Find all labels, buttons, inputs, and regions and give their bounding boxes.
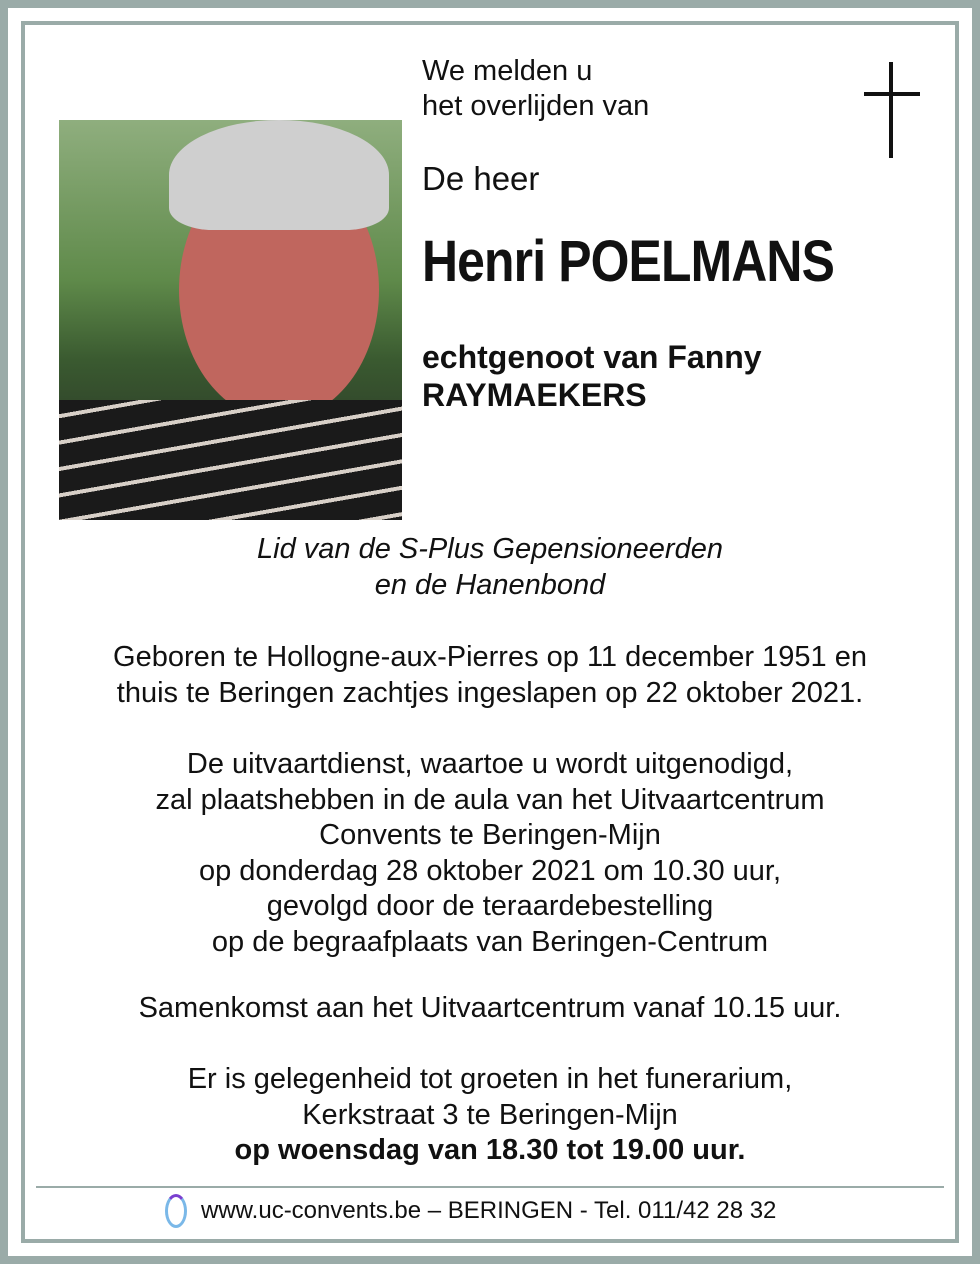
birth-death-line: thuis te Beringen zachtjes ingeslapen op 22 oktober 2021. bbox=[116, 676, 864, 709]
spouse-line: RAYMAEKERS bbox=[422, 377, 647, 413]
portrait-photo bbox=[59, 120, 402, 520]
birth-death bbox=[40, 640, 940, 711]
cross-icon bbox=[864, 62, 920, 158]
title: De heer bbox=[422, 160, 540, 197]
membership-line: en de Hanenbond bbox=[374, 568, 606, 601]
service-line: zal plaatshebben in de aula van het Uitvaartcentrum bbox=[155, 783, 825, 816]
spouse-text bbox=[422, 338, 762, 414]
intro-text bbox=[422, 54, 649, 124]
visitation-line: Kerkstraat 3 te Beringen-Mijn bbox=[302, 1098, 678, 1131]
visitation-time: op woensdag van 18.30 tot 19.00 uur. bbox=[234, 1134, 746, 1166]
service-line: De uitvaartdienst, waartoe u wordt uitgenodigd, bbox=[186, 748, 794, 780]
service-line: op de begraafplaats van Beringen-Centrum bbox=[211, 925, 769, 958]
visitation-line: Er is gelegenheid tot groeten in het funerarium, bbox=[187, 1063, 793, 1095]
footer bbox=[165, 1194, 776, 1228]
footer-divider bbox=[36, 1186, 944, 1188]
intro-line: het overlijden van bbox=[422, 90, 650, 122]
membership-line: Lid van de S-Plus Gepensioneerden bbox=[257, 533, 723, 565]
service-line: gevolgd door de teraardebestelling bbox=[266, 890, 714, 922]
funeral-home-logo-icon bbox=[165, 1194, 187, 1228]
membership bbox=[40, 532, 940, 603]
meeting-info: Samenkomst aan het Uitvaartcentrum vanaf 10.15 uur. bbox=[138, 992, 842, 1024]
service-line: op donderdag 28 oktober 2021 om 10.30 uur, bbox=[198, 854, 782, 887]
footer-contact: www.uc-convents.be – BERINGEN - Tel. 011/42 28 32 bbox=[201, 1197, 777, 1224]
service-info bbox=[40, 747, 940, 960]
service-line: Convents te Beringen-Mijn bbox=[319, 819, 661, 851]
intro-line: We melden u bbox=[422, 55, 593, 87]
birth-death-line: Geboren te Hollogne-aux-Pierres op 11 december 1951 en bbox=[113, 641, 867, 673]
visitation-info bbox=[40, 1062, 940, 1169]
spouse-line: echtgenoot van Fanny bbox=[422, 339, 762, 375]
deceased-name: Henri POELMANS bbox=[422, 229, 834, 294]
